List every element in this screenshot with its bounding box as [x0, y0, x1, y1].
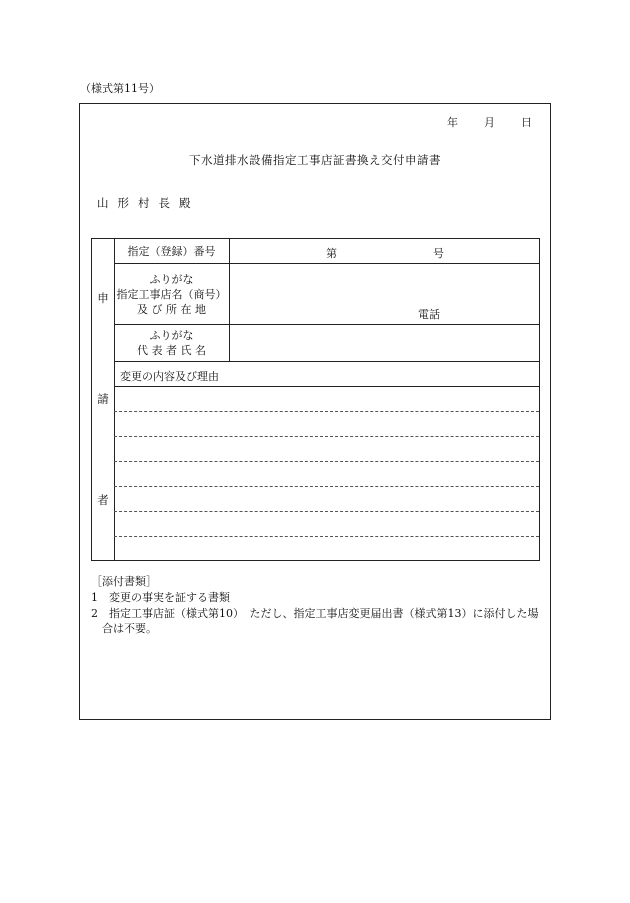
registration-suffix: 号	[433, 247, 444, 260]
tel-label: 電話	[418, 308, 440, 321]
representative-field[interactable]	[230, 325, 539, 361]
registration-prefix: 第	[326, 247, 337, 260]
shop-label-line2: 及 び 所 在 地	[137, 302, 206, 316]
attachment-item-2-continued: 合は不要。	[102, 622, 157, 635]
change-reason-header-row	[114, 362, 539, 387]
applicant-side-column	[92, 239, 115, 560]
representative-label	[114, 325, 230, 361]
shop-label-line1: 指定工事店名（商号）	[116, 287, 227, 301]
side-char-1: 申	[97, 291, 109, 305]
representative-row	[114, 325, 539, 362]
change-reason-line-1[interactable]	[114, 411, 539, 412]
change-reason-line-2[interactable]	[114, 436, 539, 437]
shop-row	[114, 264, 539, 325]
shop-label	[114, 264, 230, 324]
registration-number-field[interactable]	[230, 239, 539, 263]
shop-field[interactable]	[230, 264, 539, 324]
registration-number-label: 指定（登録）番号	[114, 239, 230, 263]
applicant-table	[91, 238, 540, 561]
side-char-2: 請	[97, 392, 109, 406]
attachments-heading: ［添付書類］	[91, 575, 157, 588]
date-month: 月	[484, 116, 495, 129]
attachment-item-2: 2 指定工事店証（様式第10） ただし、指定工事店変更届出書（様式第13）に添付した場	[91, 607, 539, 620]
change-reason-line-4[interactable]	[114, 486, 539, 487]
addressee: 山形村長殿	[97, 196, 200, 210]
side-char-3: 者	[97, 493, 109, 507]
form-number: （様式第11号）	[80, 82, 160, 95]
representative-furigana: ふりがな	[149, 329, 194, 342]
attachment-item-1: 1 変更の事実を証する書類	[91, 591, 230, 604]
change-reason-line-5[interactable]	[114, 511, 539, 512]
registration-number-row	[114, 239, 539, 264]
date-year: 年	[447, 116, 458, 129]
application-form-frame	[79, 103, 551, 720]
shop-furigana: ふりがな	[149, 272, 194, 286]
change-reason-line-3[interactable]	[114, 461, 539, 462]
date-field	[447, 114, 532, 130]
change-reason-label: 変更の内容及び理由	[120, 370, 219, 383]
date-day: 日	[521, 116, 532, 129]
change-reason-line-6[interactable]	[114, 536, 539, 537]
representative-label-text: 代 表 者 氏 名	[137, 344, 206, 357]
attachments-section	[91, 574, 539, 636]
form-title: 下水道排水設備指定工事店証書換え交付申請書	[189, 153, 441, 167]
